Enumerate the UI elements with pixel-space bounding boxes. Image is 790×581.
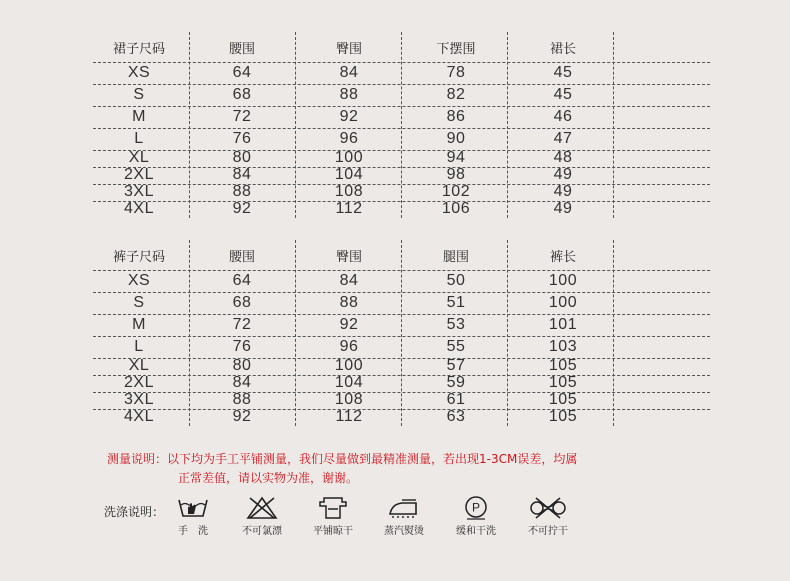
cell-size: 4XL: [124, 200, 154, 217]
header-waist: 腰围: [228, 250, 256, 265]
cell-size: L: [134, 130, 144, 147]
cell-hip: 96: [339, 338, 359, 355]
header-hip: 臀围: [335, 42, 363, 57]
cell-size: 3XL: [124, 183, 154, 200]
cell-waist: 64: [232, 272, 252, 289]
svg-text:P: P: [471, 500, 481, 515]
cell-waist: 68: [232, 86, 252, 103]
column-divider: [401, 32, 402, 218]
steam-iron-icon: [374, 496, 434, 537]
cell-thigh: 55: [446, 338, 466, 355]
cell-thigh: 53: [446, 316, 466, 333]
column-divider: [613, 32, 614, 218]
icon-caption: 不可拧干: [528, 526, 568, 537]
header-size: 裤子尺码: [112, 250, 166, 265]
cell-waist: 88: [232, 391, 252, 408]
cell-hem: 94: [446, 149, 466, 166]
cell-waist: 80: [232, 149, 252, 166]
icon-caption: 缓和干洗: [456, 526, 496, 537]
cell-hip: 104: [334, 374, 364, 391]
cell-length: 49: [553, 166, 573, 183]
cell-hem: 82: [446, 86, 466, 103]
cell-size: 3XL: [124, 391, 154, 408]
cell-hem: 90: [446, 130, 466, 147]
cell-hip: 100: [334, 357, 364, 374]
measurement-note: [107, 450, 577, 488]
cell-length: 46: [553, 108, 573, 125]
cell-hip: 104: [334, 166, 364, 183]
header-thigh: 腿围: [442, 250, 470, 265]
cell-size: S: [133, 294, 145, 311]
header-hip: 臀围: [335, 250, 363, 265]
icon-caption: 手 洗: [178, 526, 208, 537]
cell-length: 45: [553, 86, 573, 103]
no-wring-icon: [518, 496, 578, 537]
header-length: 裙长: [549, 42, 577, 57]
cell-length: 100: [548, 272, 578, 289]
cell-thigh: 57: [446, 357, 466, 374]
washing-label: 洗涤说明：: [104, 505, 165, 519]
cell-thigh: 51: [446, 294, 466, 311]
cell-size: XL: [128, 149, 150, 166]
icon-caption: 不可氯漂: [242, 526, 282, 537]
cell-waist: 76: [232, 130, 252, 147]
cell-hip: 112: [335, 408, 363, 425]
cell-size: XS: [127, 272, 151, 289]
cell-hip: 88: [339, 294, 359, 311]
cell-waist: 68: [232, 294, 252, 311]
cell-waist: 72: [232, 316, 252, 333]
header-hem: 下摆围: [436, 42, 476, 57]
cell-waist: 76: [232, 338, 252, 355]
icon-caption: 平铺晾干: [313, 526, 353, 537]
cell-hem: 106: [441, 200, 471, 217]
pants-size-table: [93, 240, 710, 426]
cell-thigh: 59: [446, 374, 466, 391]
cell-hip: 84: [339, 64, 359, 81]
cell-size: 2XL: [124, 166, 154, 183]
header-waist: 腰围: [228, 42, 256, 57]
cell-size: XS: [127, 64, 151, 81]
cell-size: XL: [128, 357, 150, 374]
cell-length: 105: [548, 408, 578, 425]
note-line-1: 测量说明：以下均为手工平铺测量，我们尽量做到最精准测量，若出现1-3CM误差，均属: [107, 452, 578, 466]
cell-waist: 84: [232, 374, 252, 391]
note-line-2: 正常差值，请以实物为准，谢谢。: [178, 471, 359, 485]
cell-hip: 96: [339, 130, 359, 147]
cell-waist: 88: [232, 183, 252, 200]
cell-hip: 92: [339, 316, 359, 333]
cell-size: S: [133, 86, 145, 103]
cell-length: 49: [553, 183, 573, 200]
dry-clean-icon: [446, 496, 506, 537]
cell-hem: 98: [446, 166, 466, 183]
cell-waist: 84: [232, 166, 252, 183]
cell-length: 103: [548, 338, 578, 355]
column-divider: [507, 32, 508, 218]
hand-wash-icon: [163, 496, 223, 537]
cell-length: 105: [548, 391, 578, 408]
column-divider: [189, 32, 190, 218]
cell-size: 2XL: [124, 374, 154, 391]
icon-caption: 蒸汽熨烫: [384, 526, 424, 537]
cell-hip: 84: [339, 272, 359, 289]
cell-hem: 102: [441, 183, 471, 200]
header-size: 裙子尺码: [112, 42, 166, 57]
cell-length: 47: [553, 130, 573, 147]
cell-hip: 100: [334, 149, 364, 166]
cell-thigh: 50: [446, 272, 466, 289]
header-length: 裤长: [549, 250, 577, 265]
column-divider: [295, 240, 296, 426]
cell-waist: 92: [232, 408, 252, 425]
cell-length: 105: [548, 357, 578, 374]
cell-waist: 92: [232, 200, 252, 217]
cell-waist: 80: [232, 357, 252, 374]
cell-length: 100: [548, 294, 578, 311]
no-bleach-icon: [232, 496, 292, 537]
cell-size: M: [132, 316, 146, 333]
cell-hip: 88: [339, 86, 359, 103]
cell-length: 105: [548, 374, 578, 391]
cell-length: 49: [553, 200, 573, 217]
dry-flat-icon: [303, 496, 363, 537]
cell-waist: 64: [232, 64, 252, 81]
cell-waist: 72: [232, 108, 252, 125]
column-divider: [295, 32, 296, 218]
cell-length: 45: [553, 64, 573, 81]
cell-hip: 92: [339, 108, 359, 125]
column-divider: [507, 240, 508, 426]
cell-hip: 108: [334, 183, 364, 200]
skirt-size-table: [93, 32, 710, 218]
cell-thigh: 61: [446, 391, 466, 408]
cell-hem: 86: [446, 108, 466, 125]
cell-size: L: [134, 338, 144, 355]
cell-length: 48: [553, 149, 573, 166]
cell-hem: 78: [446, 64, 466, 81]
cell-length: 101: [548, 316, 578, 333]
column-divider: [613, 240, 614, 426]
column-divider: [401, 240, 402, 426]
cell-size: 4XL: [124, 408, 154, 425]
cell-size: M: [132, 108, 146, 125]
cell-hip: 108: [334, 391, 364, 408]
cell-hip: 112: [335, 200, 363, 217]
column-divider: [189, 240, 190, 426]
cell-thigh: 63: [446, 408, 466, 425]
